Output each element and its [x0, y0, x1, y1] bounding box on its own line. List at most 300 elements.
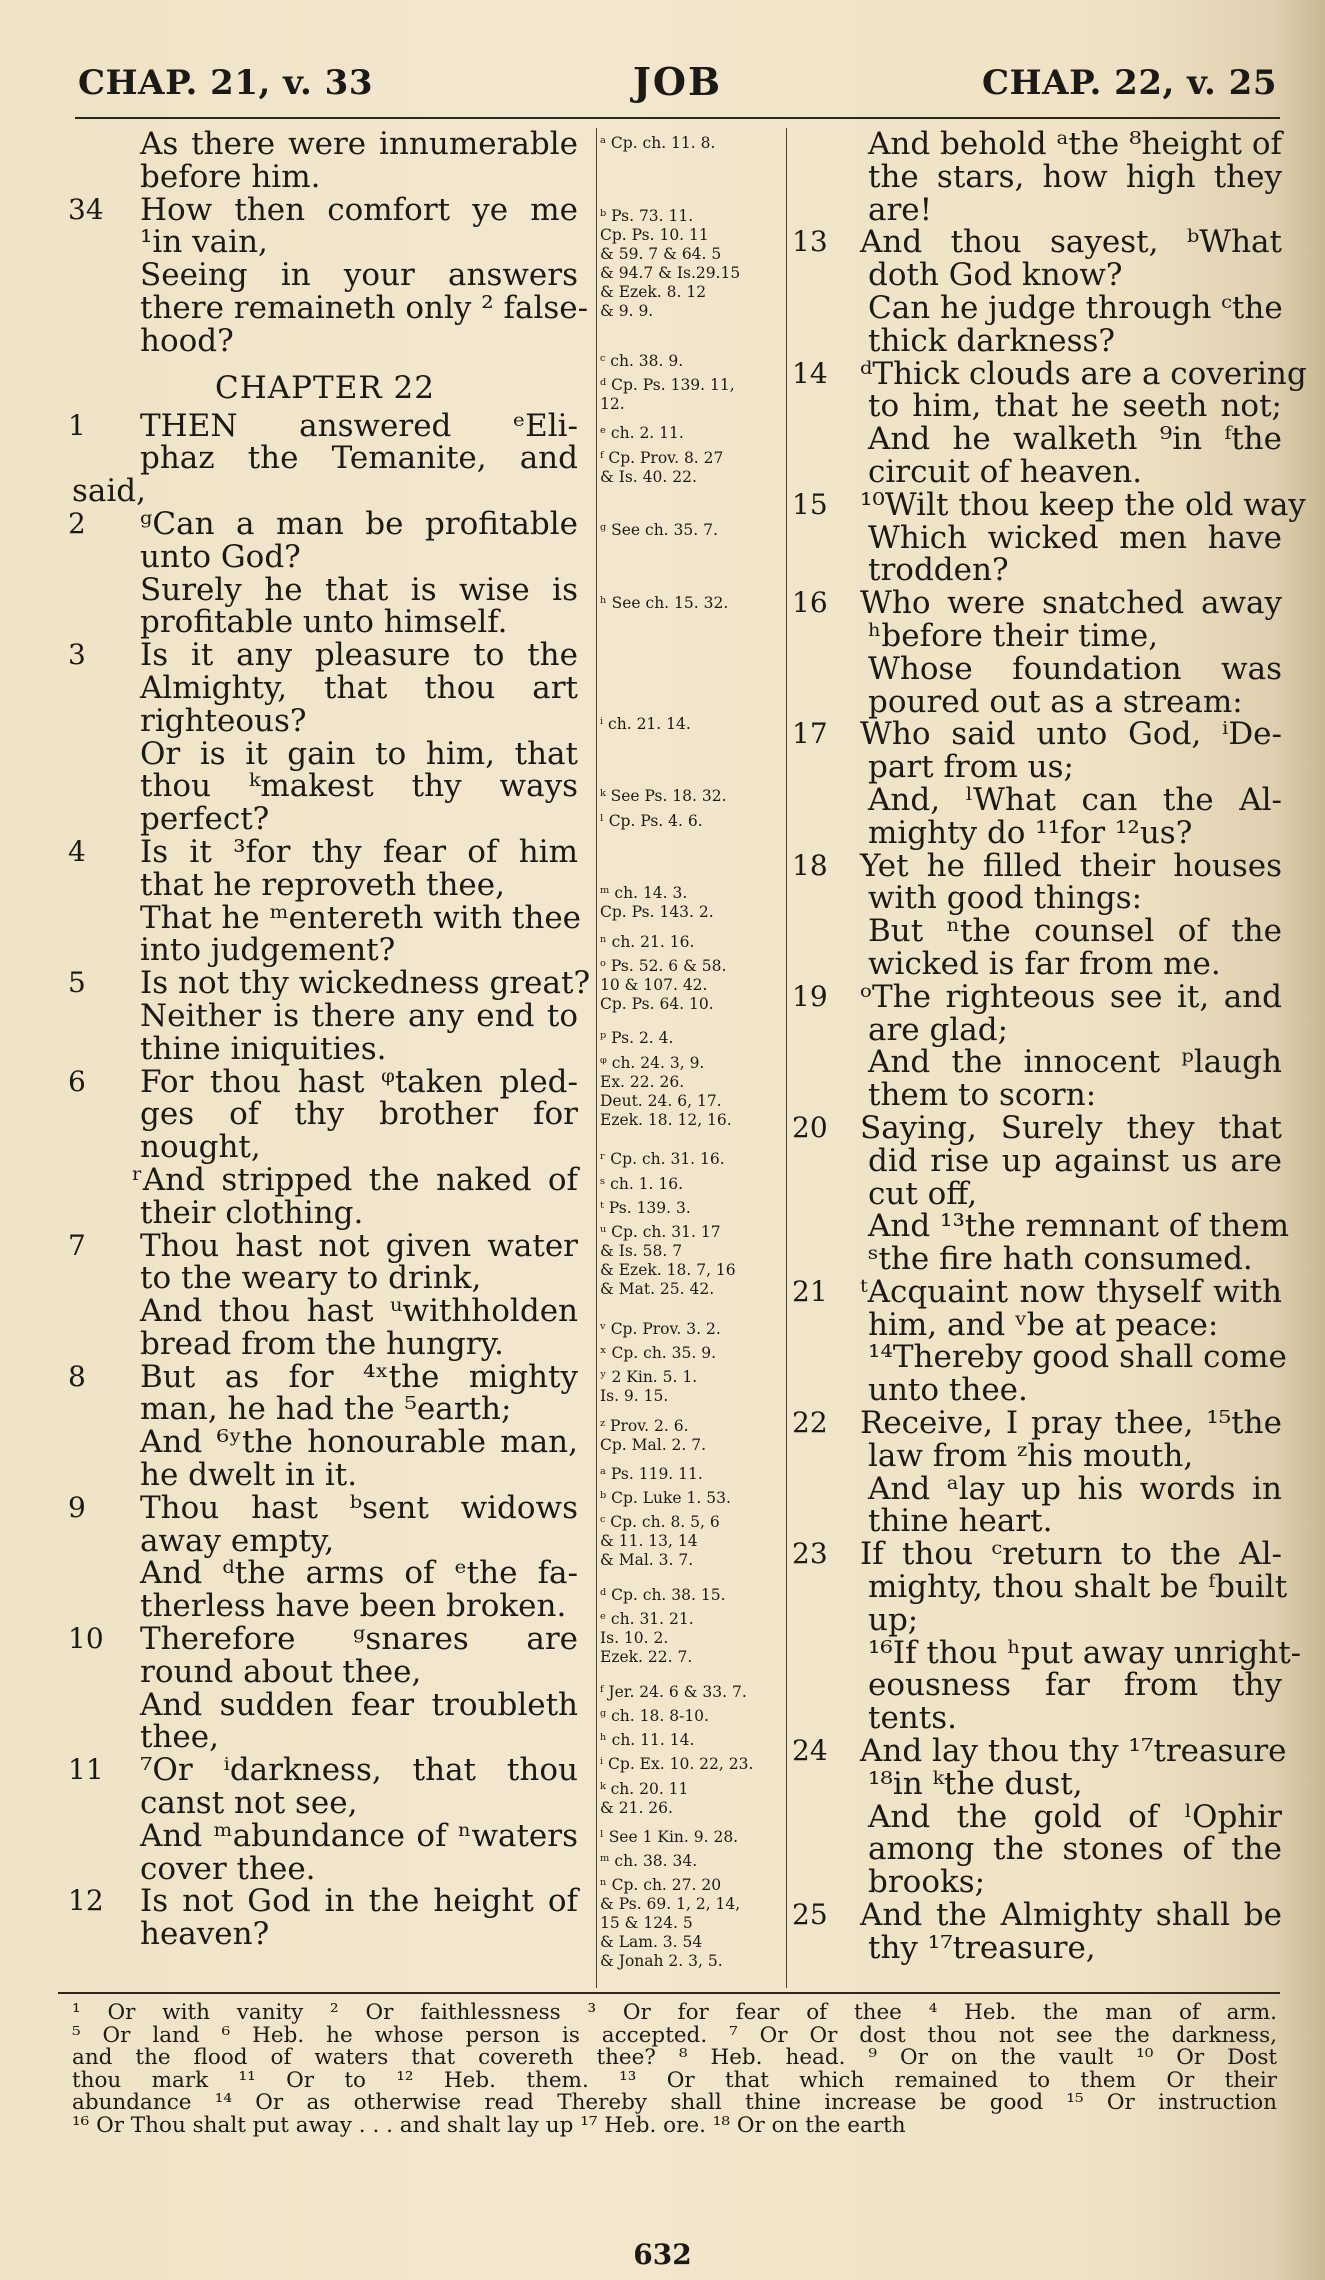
verse-line	[792, 1109, 1282, 1146]
verse-line	[792, 847, 1282, 884]
verse-text: Is not thy wickedness great?	[140, 965, 591, 1002]
verse-number: 7	[68, 1228, 86, 1262]
verse-line	[72, 1590, 578, 1623]
verse-line	[68, 1489, 578, 1526]
verse-line	[800, 1142, 1282, 1179]
verse-text: nought,	[140, 1129, 261, 1166]
verse-line	[68, 1883, 578, 1920]
verse-line	[800, 1505, 1282, 1538]
verse-line	[72, 1522, 578, 1559]
verse-line	[800, 1374, 1282, 1407]
verse-line	[800, 1470, 1282, 1507]
verse-line	[72, 1295, 578, 1328]
cross-reference: ᵠ ch. 24. 3, 9. Ex. 22. 26. Deut. 24. 6, 17. Ezek. 18. 12, 16.	[600, 1053, 732, 1129]
verse-number: 10	[68, 1622, 104, 1656]
verse-line	[68, 1063, 578, 1100]
verse-number: 14	[792, 356, 828, 390]
verse-line	[800, 1569, 1288, 1606]
verse-text: him, and ᵛbe at peace:	[868, 1306, 1219, 1343]
verse-text: And ⁶ʸthe honourable man,	[140, 1424, 578, 1461]
verse-line	[72, 538, 578, 575]
verse-text: ˢthe fire hath consumed.	[868, 1241, 1253, 1278]
verse-text: ᵒThe righteous see it, and	[860, 978, 1282, 1015]
verse-text: among the stones of the	[868, 1831, 1282, 1868]
cross-reference: ᵒ Ps. 52. 6 & 58. 10 & 107. 42. Cp. Ps. 64. 10.	[600, 956, 727, 1013]
verse-text: trodden?	[868, 552, 1009, 589]
verse-line	[72, 1686, 578, 1723]
verse-line	[72, 934, 578, 967]
verse-line	[72, 158, 578, 195]
verse-line	[800, 781, 1282, 818]
cross-reference: ᵐ ch. 38. 34.	[600, 1852, 698, 1871]
verse-line	[800, 1798, 1282, 1835]
chapter-heading: CHAPTER 22	[215, 369, 435, 406]
verse-line	[792, 1733, 1287, 1770]
verse-line	[800, 390, 1282, 423]
cross-reference: ˡ Cp. Ps. 4. 6.	[600, 811, 703, 830]
header-left: CHAP. 21, v. 33	[78, 63, 373, 103]
verse-number: 24	[792, 1734, 828, 1768]
verse-line	[800, 519, 1282, 556]
verse-text: Is it ³for thy fear of him	[140, 833, 578, 870]
verse-line	[800, 1339, 1287, 1376]
verse-text: Or is it gain to him, that	[140, 735, 578, 772]
verse-line	[72, 866, 578, 903]
verse-line	[800, 1437, 1282, 1474]
footnote-line: ¹ Or with vanity ² Or faithlessness ³ Or for fear of thee ⁴ Heb. the man of arm.	[72, 2000, 1277, 2025]
verse-text: Surely he that is wise is	[140, 571, 578, 608]
verse-text: That he ᵐentereth with thee	[140, 899, 582, 936]
verse-line	[72, 1426, 578, 1459]
verse-number: 12	[68, 1884, 104, 1918]
verse-text: profitable unto himself.	[140, 604, 508, 641]
verse-text: ᵈThick clouds are a covering	[860, 355, 1307, 392]
verse-line	[800, 683, 1282, 720]
footnotes	[72, 2002, 1277, 2138]
cross-reference: ᶠ Cp. Prov. 8. 27 & Is. 40. 22.	[600, 448, 724, 486]
verse-number: 20	[792, 1110, 828, 1144]
verse-number: 19	[792, 979, 828, 1013]
verse-text: he dwelt in it.	[140, 1457, 358, 1494]
verse-line	[792, 1536, 1282, 1573]
cross-reference: ᵘ Cp. ch. 31. 17 & Is. 58. 7 & Ezek. 18. 7, 16 & Mat. 25. 42.	[600, 1223, 736, 1298]
verse-text: And sudden fear troubleth	[140, 1686, 578, 1723]
left-text-column	[68, 126, 591, 1953]
verse-text: Who said unto God, ⁱDe-	[860, 716, 1282, 753]
verse-line	[68, 191, 578, 228]
verse-text: And ¹³the remnant of them	[868, 1208, 1289, 1245]
verse-text: ¹⁸in ᵏthe dust,	[868, 1765, 1083, 1802]
verse-line	[72, 1161, 578, 1198]
cross-reference: ⁱ Cp. Ex. 10. 22, 23.	[600, 1755, 754, 1774]
verse-number: 34	[68, 192, 104, 226]
footnote-line: ⁵ Or land ⁶ Heb. he whose person is accepted. ⁷ Or Or dost thou not see the darkness,	[72, 2022, 1277, 2048]
verse-line	[72, 259, 578, 292]
verse-text: Yet he filled their houses	[860, 847, 1282, 884]
verse-number: 9	[68, 1490, 86, 1524]
verse-text: there remaineth only ² false-	[140, 289, 589, 326]
verse-line	[72, 702, 578, 739]
verse-text: And the gold of ˡOphir	[868, 1798, 1282, 1835]
verse-text: the stars, how high they	[868, 158, 1282, 195]
header-right: CHAP. 22, v. 25	[982, 63, 1277, 103]
verse-text: And behold ᵃthe ⁸height of	[868, 126, 1282, 162]
verse-line	[72, 1557, 578, 1590]
footnote-line: thou mark ¹¹ Or to ¹² Heb. them. ¹³ Or that which remained to them Or their	[72, 2067, 1277, 2093]
verse-text: ¹⁶If thou ʰput away unright-	[868, 1634, 1302, 1671]
verse-line	[800, 1601, 1282, 1638]
cross-reference: ᵗ Ps. 139. 3.	[600, 1198, 691, 1217]
verse-text: Can he judge through ᶜthe	[868, 289, 1283, 326]
verse-text: circuit of heaven.	[868, 453, 1143, 490]
verse-text: THEN answered ᵉEli-	[140, 407, 578, 444]
verse-text: with good things:	[868, 880, 1143, 917]
verse-line	[792, 224, 1282, 261]
verse-text: did rise up against us are	[868, 1142, 1282, 1179]
verse-number: 15	[792, 487, 828, 521]
verse-text: said,	[72, 473, 147, 510]
verse-line	[800, 945, 1282, 982]
verse-line	[800, 554, 1282, 587]
verse-text: are!	[868, 191, 933, 228]
verse-line	[800, 1669, 1282, 1702]
verse-text: Thou hast not given water	[140, 1227, 578, 1264]
verse-text: tents.	[868, 1700, 957, 1737]
cross-reference: ᶜ Cp. ch. 8. 5, 6 & 11. 13, 14 & Mal. 3. 7.	[600, 1513, 720, 1570]
verse-text: But as for ⁴ˣthe mighty	[140, 1358, 578, 1395]
cross-reference: ⁱ ch. 21. 14.	[600, 714, 691, 733]
verse-text: to the weary to drink,	[140, 1260, 482, 1297]
verse-number: 8	[68, 1359, 86, 1393]
verse-line	[72, 571, 578, 608]
running-header	[78, 55, 1277, 115]
verse-line	[800, 1011, 1282, 1048]
verse-text: law from ᶻhis mouth,	[868, 1437, 1194, 1474]
verse-line	[800, 191, 1282, 228]
verse-text: up;	[868, 1601, 919, 1638]
cross-reference: ᵃ Cp. ch. 11. 8.	[600, 134, 716, 152]
verse-text: cut off,	[868, 1175, 978, 1212]
verse-line	[72, 226, 578, 259]
verse-text: Whose foundation was	[868, 650, 1282, 687]
verse-line	[800, 289, 1283, 326]
verse-line	[72, 735, 578, 772]
verse-line	[72, 1262, 578, 1295]
verse-text: Is not God in the height of	[140, 1883, 578, 1920]
verse-line	[72, 442, 578, 475]
verse-line	[800, 322, 1282, 359]
verse-line	[68, 505, 578, 542]
verse-line	[72, 1817, 578, 1854]
verse-text: ges of thy brother for	[140, 1096, 578, 1133]
verse-text: Is it any pleasure to the	[140, 637, 578, 674]
verse-number: 4	[68, 834, 86, 868]
page-number: 632	[633, 2238, 692, 2271]
verse-text: But ⁿthe counsel of the	[868, 913, 1282, 950]
right-text-column	[792, 126, 1307, 1966]
verse-number: 1	[68, 408, 86, 442]
verse-number: 6	[68, 1064, 86, 1098]
verse-line	[800, 814, 1282, 851]
verse-text: Saying, Surely they that	[860, 1109, 1282, 1146]
verse-line	[800, 1208, 1289, 1245]
verse-text: Thou hast ᵇsent widows	[140, 1489, 578, 1526]
verse-text: And, ˡWhat can the Al-	[868, 781, 1282, 818]
verse-line	[72, 770, 578, 803]
verse-number: 13	[792, 225, 828, 259]
verse-line	[800, 1243, 1282, 1276]
verse-text: them to scorn:	[868, 1077, 1097, 1114]
verse-line	[792, 355, 1307, 392]
verse-line	[72, 803, 578, 836]
verse-text: brooks;	[868, 1864, 986, 1901]
verse-text: phaz the Temanite, and	[140, 440, 578, 477]
verse-line	[800, 158, 1282, 195]
verse-text: And ᵐabundance of ⁿwaters	[140, 1817, 578, 1854]
verse-text: into judgement?	[140, 932, 396, 969]
verse-text: And he walketh ⁹in ᶠthe	[868, 421, 1282, 458]
verse-line	[72, 1459, 578, 1492]
verse-text: ʰbefore their time,	[868, 617, 1159, 654]
verse-number: 21	[792, 1274, 828, 1308]
header-book-title: JOB	[632, 59, 723, 104]
verse-text: And the Almighty shall be	[860, 1897, 1282, 1934]
verse-text: part from us;	[868, 749, 1074, 786]
cross-reference: ᶠ Jer. 24. 6 & 33. 7.	[600, 1682, 747, 1701]
verse-text: thine iniquities.	[140, 1030, 387, 1067]
verse-text: For thou hast ᵠtaken pled-	[140, 1063, 578, 1100]
verse-text: mighty, thou shalt be ᶠbuilt	[868, 1569, 1288, 1606]
verse-text: poured out as a stream:	[868, 683, 1243, 720]
verse-text: round about thee,	[140, 1653, 422, 1690]
cross-reference: ˡ See 1 Kin. 9. 28.	[600, 1828, 739, 1846]
cross-reference: ˢ ch. 1. 16.	[600, 1174, 684, 1193]
verse-line	[72, 128, 578, 161]
verse-text: unto God?	[140, 538, 301, 575]
verse-line	[800, 423, 1282, 456]
verse-text: thee,	[140, 1719, 219, 1756]
verse-text: unto thee.	[868, 1372, 1028, 1409]
verse-line	[72, 1098, 578, 1131]
footnote-line: ¹⁶ Or Thou shalt put away . . . and shalt lay up ¹⁷ Heb. ore. ¹⁸ Or on the earth	[72, 2112, 906, 2138]
verse-number: 11	[68, 1753, 104, 1787]
verse-line	[800, 1306, 1282, 1343]
cross-reference: ᵍ ch. 18. 8-10.	[600, 1707, 709, 1725]
verse-number: 17	[792, 717, 828, 751]
verse-line	[800, 1634, 1302, 1671]
verse-line	[800, 1866, 1282, 1899]
verse-line	[72, 669, 578, 706]
verse-line	[72, 1653, 578, 1690]
verse-line	[72, 322, 578, 359]
cross-reference: ˣ Cp. ch. 35. 9.	[600, 1344, 717, 1362]
verse-text: thy ¹⁷treasure,	[868, 1929, 1096, 1966]
verse-line	[72, 1325, 578, 1362]
verse-line	[800, 1702, 1282, 1735]
verse-line	[792, 1405, 1282, 1442]
cross-reference: ᵖ Ps. 2. 4.	[600, 1029, 674, 1048]
verse-text: Seeing in your answers	[140, 257, 578, 294]
verse-text: mighty do ¹¹for ¹²us?	[868, 814, 1193, 851]
verse-text: Almighty, that thou art	[140, 669, 578, 706]
verse-line	[72, 997, 578, 1034]
header-rule	[75, 117, 1280, 119]
verse-text: And the innocent ᵖlaugh	[868, 1044, 1282, 1081]
verse-line	[68, 1227, 578, 1264]
verse-line	[72, 1393, 578, 1426]
cross-reference: ⁿ Cp. ch. 27. 20 & Ps. 69. 1, 2, 14, 15 & 124. 5 & Lam. 3. 54 & Jonah 2. 3, 5.	[600, 1876, 741, 1971]
verse-text: Who were snatched away	[860, 585, 1282, 622]
verse-line	[800, 1175, 1282, 1212]
verse-line	[800, 1765, 1282, 1802]
verse-number: 18	[792, 848, 828, 882]
verse-line	[792, 585, 1282, 622]
verse-line	[800, 1046, 1282, 1079]
verse-line	[72, 606, 578, 639]
verse-number: 22	[792, 1406, 828, 1440]
verse-line	[792, 486, 1306, 523]
verse-text: And thou hast ᵘwithholden	[140, 1293, 578, 1330]
verse-text: And ᵈthe arms of ᵉthe fa-	[140, 1555, 578, 1592]
verse-text: ʳAnd stripped the naked of	[132, 1161, 578, 1198]
cross-reference: ᵏ See Ps. 18. 32.	[600, 787, 727, 806]
verse-text: man, he had the ⁵earth;	[140, 1391, 512, 1428]
verse-text: hood?	[140, 322, 234, 359]
cross-reference: ʰ ch. 11. 14.	[600, 1731, 695, 1750]
verse-text: eousness far from thy	[868, 1667, 1282, 1704]
verse-line	[800, 453, 1282, 490]
verse-text: are glad;	[868, 1011, 1009, 1048]
cross-reference: ᵃ Ps. 119. 11.	[600, 1465, 703, 1483]
footnote-rule	[58, 1992, 1280, 1994]
verse-text: And ᵃlay up his words in	[868, 1470, 1282, 1507]
verse-text: that he reproveth thee,	[140, 866, 505, 903]
verse-line	[800, 1079, 1282, 1112]
verse-line	[792, 1897, 1282, 1934]
verse-text: bread from the hungry.	[140, 1325, 504, 1362]
verse-line	[68, 407, 578, 444]
column-divider-left	[596, 128, 597, 1988]
verse-line	[72, 1787, 578, 1820]
verse-number: 23	[792, 1537, 828, 1571]
verse-number: 5	[68, 966, 86, 1000]
verse-text: Receive, I pray thee, ¹⁵the	[860, 1405, 1282, 1442]
footnote-line: abundance ¹⁴ Or as otherwise read Thereby shall thine increase be good ¹⁵ Or instruction	[72, 2090, 1277, 2116]
cross-reference: ᵇ Cp. Luke 1. 53.	[600, 1489, 731, 1508]
cross-reference: ᵏ ch. 20. 11 & 21. 26.	[600, 1779, 689, 1817]
verse-text: And lay thou thy ¹⁷treasure	[860, 1733, 1287, 1770]
verse-text: Neither is there any end to	[140, 997, 578, 1034]
verse-text: cover thee.	[140, 1850, 316, 1887]
verse-text: to him, that he seeth not;	[868, 388, 1282, 425]
verse-text: ¹⁴Thereby good shall come	[868, 1339, 1287, 1376]
cross-reference: ᵍ See ch. 35. 7.	[600, 521, 718, 540]
verse-text: If thou ᶜreturn to the Al-	[860, 1536, 1282, 1573]
verse-line	[800, 259, 1282, 292]
verse-line	[800, 650, 1282, 687]
verse-text: ¹⁰Wilt thou keep the old way	[860, 486, 1306, 523]
verse-line	[800, 1833, 1282, 1866]
cross-reference: ᵇ Ps. 73. 11. Cp. Ps. 10. 11 & 59. 7 & 64. 5 & 94.7 & Is.29.15 & Ezek. 8. 12 & 9. 9.	[600, 206, 741, 320]
verse-text: And thou sayest, ᵇWhat	[860, 224, 1282, 261]
verse-text: ᵗAcquaint now thyself with	[860, 1273, 1282, 1310]
cross-reference: ʸ 2 Kin. 5. 1. Is. 9. 15.	[600, 1368, 698, 1406]
verse-text: ᵍCan a man be profitable	[140, 505, 578, 542]
verse-text: perfect?	[140, 801, 270, 838]
verse-text: before him.	[140, 158, 321, 195]
verse-line	[68, 1358, 578, 1395]
verse-line	[792, 716, 1282, 753]
cross-reference: ᶜ ch. 38. 9.	[600, 351, 684, 370]
verse-number: 3	[68, 638, 86, 672]
verse-line	[72, 1030, 578, 1067]
verse-line	[800, 617, 1282, 654]
verse-line	[68, 637, 578, 674]
cross-reference: ᶻ Prov. 2. 6. Cp. Mal. 2. 7.	[600, 1416, 707, 1454]
verse-line	[800, 128, 1282, 161]
verse-text: Therefore ᵍsnares are	[140, 1621, 578, 1658]
verse-text: doth God know?	[868, 257, 1123, 294]
verse-line	[72, 899, 582, 936]
verse-number: 25	[792, 1898, 828, 1932]
verse-line	[792, 978, 1282, 1015]
verse-line	[800, 1929, 1282, 1966]
verse-text: therless have been broken.	[140, 1588, 567, 1625]
verse-number: 16	[792, 586, 828, 620]
cross-reference: ᵉ ch. 31. 21. Is. 10. 2. Ezek. 22. 7.	[600, 1610, 694, 1667]
verse-text: Which wicked men have	[868, 519, 1282, 556]
verse-line	[72, 1850, 578, 1887]
verse-text: thick darkness?	[868, 322, 1116, 359]
cross-reference: ᵛ Cp. Prov. 3. 2.	[600, 1319, 721, 1338]
verse-line	[68, 833, 578, 870]
verse-text: their clothing.	[140, 1194, 364, 1231]
verse-line	[68, 1621, 578, 1658]
verse-line	[72, 475, 578, 508]
cross-reference: ᵐ ch. 14. 3. Cp. Ps. 143. 2.	[600, 884, 714, 922]
verse-line	[792, 1273, 1282, 1310]
verse-text: away empty,	[140, 1522, 335, 1559]
cross-reference: ʳ Cp. ch. 31. 16.	[600, 1150, 725, 1169]
verse-line	[72, 1194, 578, 1231]
verse-text: canst not see,	[140, 1785, 358, 1822]
verse-text: thine heart.	[868, 1503, 1053, 1540]
verse-text: righteous?	[140, 702, 307, 739]
verse-text: thou ᵏmakest thy ways	[140, 768, 578, 805]
verse-text: ⁷Or ⁱdarkness, that thou	[140, 1752, 578, 1789]
cross-reference: ʰ See ch. 15. 32.	[600, 593, 729, 612]
verse-line	[72, 1918, 578, 1951]
verse-line	[72, 289, 589, 326]
footnote-line: and the flood of waters that covereth thee? ⁸ Heb. head. ⁹ Or on the vault ¹⁰ Or Dost	[72, 2045, 1277, 2071]
verse-line	[68, 1752, 578, 1789]
cross-reference: ᵈ Cp. ch. 38. 15.	[600, 1586, 726, 1604]
cross-reference: ᵉ ch. 2. 11.	[600, 424, 684, 443]
verse-number: 2	[68, 506, 86, 540]
verse-text: wicked is far from me.	[868, 945, 1221, 982]
cross-reference: ᵈ Cp. Ps. 139. 11, 12.	[600, 376, 735, 413]
column-divider-right	[786, 128, 787, 1988]
verse-line	[800, 751, 1282, 784]
verse-line	[800, 915, 1282, 948]
verse-line	[72, 1131, 578, 1164]
verse-text: heaven?	[140, 1916, 270, 1953]
cross-reference: ⁿ ch. 21. 16.	[600, 932, 695, 951]
verse-text: ¹in vain,	[140, 224, 268, 261]
verse-line	[72, 1721, 578, 1754]
verse-line	[68, 965, 591, 1002]
verse-line	[800, 882, 1282, 915]
